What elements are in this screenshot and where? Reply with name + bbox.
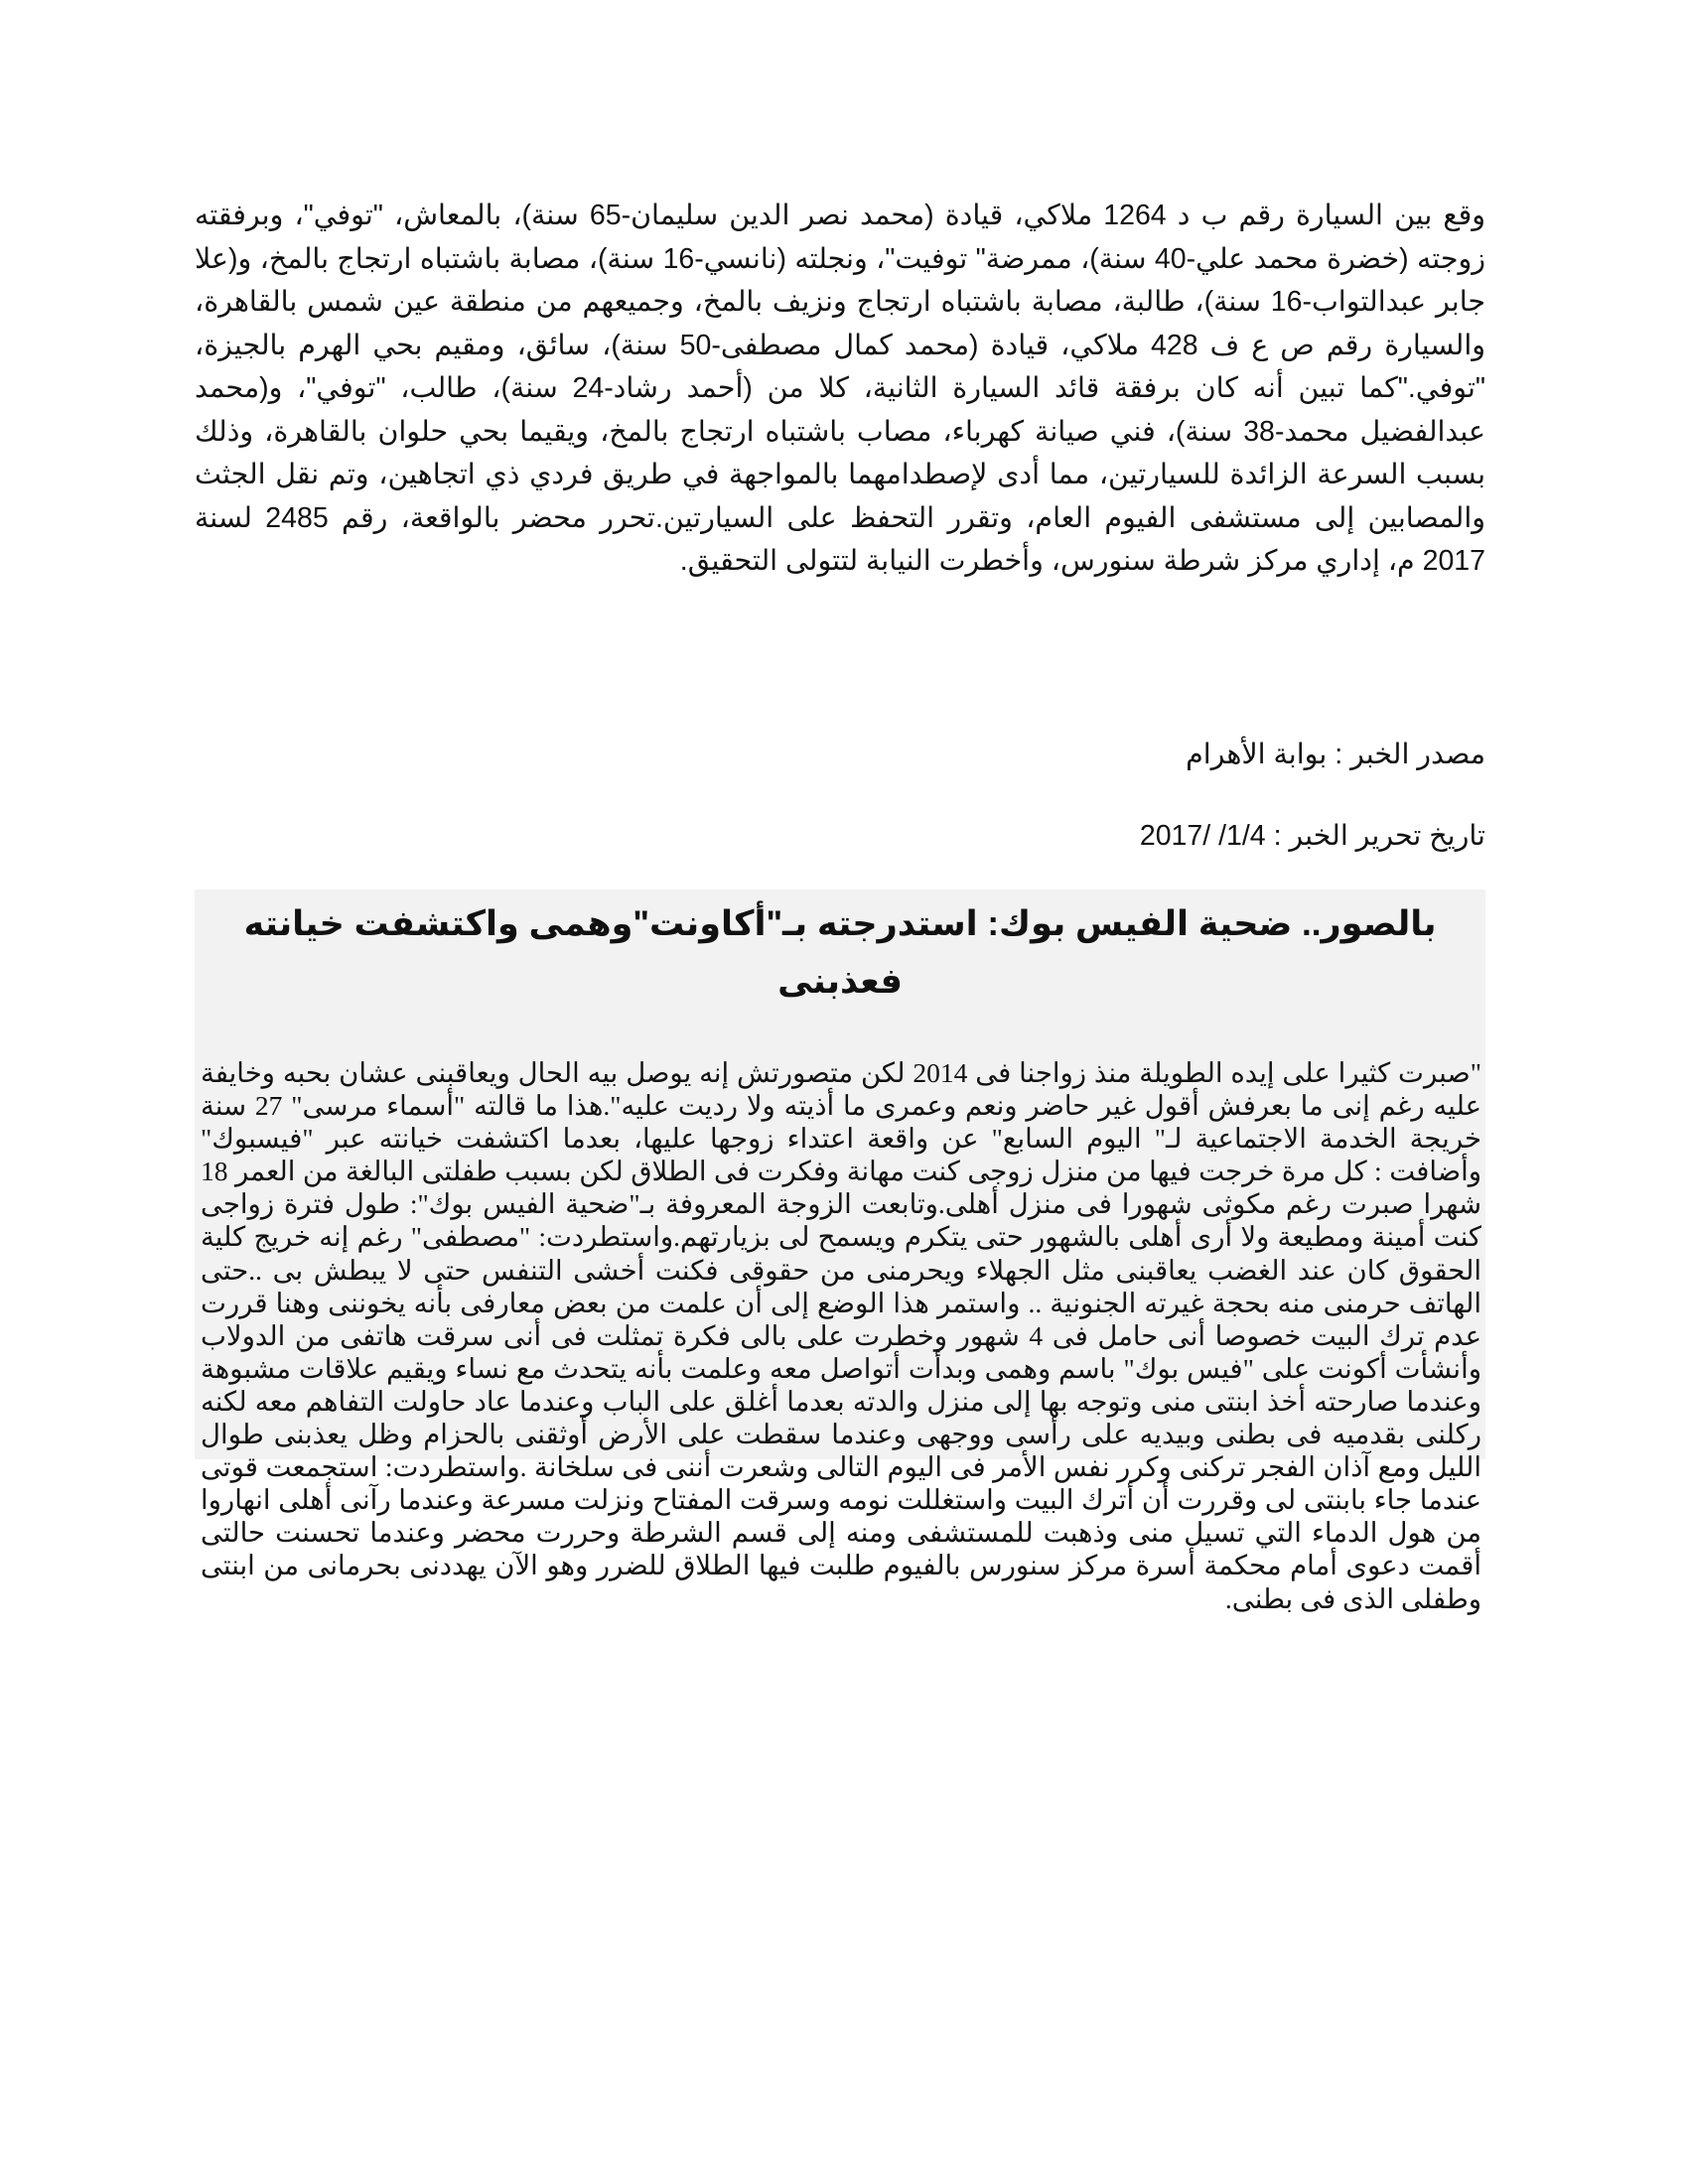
article-body-paragraph: "صبرت كثيرا على إيده الطويلة منذ زواجنا فى 2014 لكن متصورتش إنه يوصل بيه الحال ويعاقبنى عشان بحبه وخايفة عليه رغم إنى ما بعرفش أقول غير حاضر ونعم وعمرى ما أذيته ولا رديت عليه".هذا ما قالته "أسماء مرسى" 27 سنة خريجة الخدمة الاجتماعية لـ" اليوم السابع" عن واقعة اعتداء زوجها عليها، بعدما اكتشفت خيانته عبر "فيسبوك" وأضافت : كل مرة خرجت فيها من منزل زوجى كنت مهانة وفكرت فى الطلاق لكن بسبب طفلتى البالغة من العمر 18 شهرا صبرت رغم مكوثى شهورا فى منزل أهلى.وتابعت الزوجة المعروفة بـ"ضحية الفيس بوك": طول فترة زواجى كنت أمينة ومطيعة ولا أرى أهلى بالشهور حتى يتكرم ويسمح لى بزيارتهم.واستطردت: "مصطفى" رغم إنه خريج كلية الحقوق كان عند الغضب يعاقبنى مثل الجهلاء ويحرمنى من حقوقى فكنت أخشى التنفس حتى لا يبطش بى ..حتى الهاتف حرمنى منه بحجة غيرته الجنونية .. واستمر هذا الوضع إلى أن علمت من بعض معارفى بأنه يخوننى وهنا قررت عدم ترك البيت خصوصا أنى حامل فى 4 شهور وخطرت على بالى فكرة تمثلت فى أنى سرقت هاتفى من الدولاب وأنشأت أكونت على "فيس بوك" باسم وهمى وبدأت أتواصل معه وعلمت بأنه يتحدث مع نساء ويقيم علاقات مشبوهة وعندما صارحته أخذ ابنتى منى وتوجه بها إلى منزل والدته بعدما أغلق على الباب وعندما عاد حاولت التفاهم معه لكنه ركلنى بقدميه فى بطنى وبيديه على رأسى ووجهى وعندما سقطت على الأرض أوثقنى بالحزام وظل يعذبنى طوال الليل ومع آذان الفجر تركنى وكرر نفس الأمر فى اليوم التالى وشعرت أننى فى سلخانة .واستطردت: استجمعت قوتى عندما جاء بابنتى لى وقررت أن أترك البيت واستغللت نومه وسرقت المفتاح ونزلت مسرعة وعندما رآنى أهلى انهاروا من هول الدماء التي تسيل منى وذهبت للمستشفى ومنه إلى قسم الشرطة وحررت محضر وعندما تحسنت حالتى أقمت دعوى أمام محكمة أسرة مركز سنورس بالفيوم طلبت فيها الطلاق للضرر وهو الآن يهددنى بحرمانى من ابنتى وطفلى الذى فى بطنى.: [201, 1057, 1482, 1614]
accident-report-paragraph: وقع بين السيارة رقم ب د 1264 ملاكي، قيادة (محمد نصر الدين سليمان-65 سنة)، بالمعاش، "توفي"، وبرفقته زوجته (خضرة محمد علي-40 سنة)، ممرضة" توفيت"، ونجلته (نانسي-16 سنة)، مصابة باشتباه ارتجاج بالمخ، و(علا جابر عبدالتواب-16 سنة)، طالبة، مصابة باشتباه ارتجاج ونزيف بالمخ، وجميعهم من منطقة عين شمس بالقاهرة، والسيارة رقم ص ع ف 428 ملاكي، قيادة (محمد كمال مصطفى-50 سنة)، سائق، ومقيم بحي الهرم بالجيزة، "توفي."كما تبين أنه كان برفقة قائد السيارة الثانية، كلا من (أحمد رشاد-24 سنة)، طالب، "توفي"، و(محمد عبدالفضيل محمد-38 سنة)، فني صيانة كهرباء، مصاب باشتباه ارتجاج بالمخ، ويقيما بحي حلوان بالقاهرة، وذلك بسبب السرعة الزائدة للسيارتين، مما أدى لإصطدامهما بالمواجهة في طريق فردي ذي اتجاهين، وتم نقل الجثث والمصابين إلى مستشفى الفيوم العام، وتقرر التحفظ على السيارتين.تحرر محضر بالواقعة، رقم 2485 لسنة 2017 م، إداري مركز شرطة سنورس، وأخطرت النيابة لتتولى التحقيق.: [195, 200, 1486, 577]
news-source-line: مصدر الخبر : بوابة الأهرام: [1186, 739, 1485, 770]
article-headline: بالصور.. ضحية الفيس بوك: استدرجته بـ"أكاونت"وهمى واكتشفت خيانته فعذبنى: [243, 904, 1437, 1001]
news-date-line: تاريخ تحرير الخبر : 1/4/ /2017: [1139, 820, 1485, 852]
